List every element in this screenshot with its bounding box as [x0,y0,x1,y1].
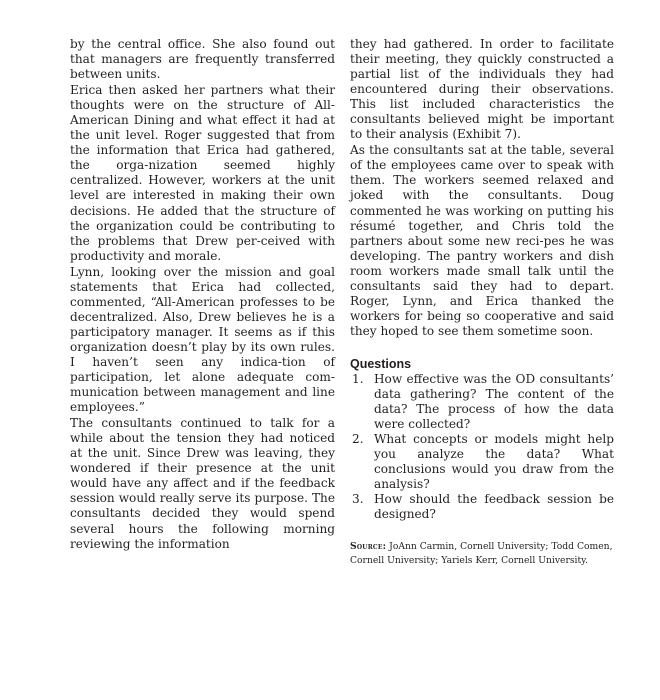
paragraph: Erica then asked her partners what their thoughts were on the structure of All-American Dining and what effect it had at the unit level. Roger suggested that from the information that Erica had gathered, the orga-nization seemed highly centralized. However, workers at the unit level are interested in making their own decisions. He added that the structure of the organization could be contributing to the problems that Drew per-ceived with productivity and morale. [70,83,335,263]
questions-list [350,372,614,522]
question-number: 1. [352,371,364,386]
source-text: JoAnn Carmin, Cornell University; Todd Comen, Cornell University; Yariels Kerr, Cornell University. [350,541,613,567]
question-text: How effective was the OD consultants’ data gathering? The content of the data? The process of how the data were collected? [374,371,614,432]
source-label: Source: [350,541,387,553]
question-item [350,372,614,432]
source-citation [350,540,614,568]
left-column [70,37,335,552]
question-number: 2. [352,432,364,447]
question-text: What concepts or models might help you analyze the data? What conclusions would you draw from the analysis? [374,432,614,492]
questions-heading: Questions [350,356,412,371]
question-text: How should the feedback session be designed? [374,492,614,522]
question-number: 3. [352,492,364,507]
paragraph: by the central office. She also found out that managers are frequently transferred between units. [70,37,335,82]
question-item [350,492,614,522]
question-item [350,432,614,492]
paragraph: Lynn, looking over the mission and goal statements that Erica had collected, commented, “All-American professes to be decentralized. Also, Drew believes he is a participatory manager. It seems as if this organization doesn’t play by its own rules. I haven’t seen any indica-tion of participation, let alone adequate com-munication between management and line employees.” [70,264,335,415]
right-column [350,37,614,568]
paragraph: As the consultants sat at the table, several of the employees came over to speak with them. The workers seemed relaxed and joked with the consultants. Doug commented he was working on putting his résumé together, and Chris told the partners about some new reci-pes he was developing. The pantry workers and dish room workers made small talk until the consultants said they had to depart. Roger, Lynn, and Erica thanked the workers for being so cooperative and said they hoped to see them sometime soon. [350,143,614,338]
paragraph: they had gathered. In order to facilitate their meeting, they quickly constructed a partial list of the individuals they had encountered during their observations. This list included characteristics the consultants believed might be important to their analysis (Exhibit 7). [350,37,614,142]
paragraph: The consultants continued to talk for a while about the tension they had noticed at the unit. Since Drew was leaving, they wondered if their presence at the unit would have any affect and if the feedback session would really serve its purpose. The consultants decided they would spend several hours the following morning reviewing the information [70,416,335,551]
